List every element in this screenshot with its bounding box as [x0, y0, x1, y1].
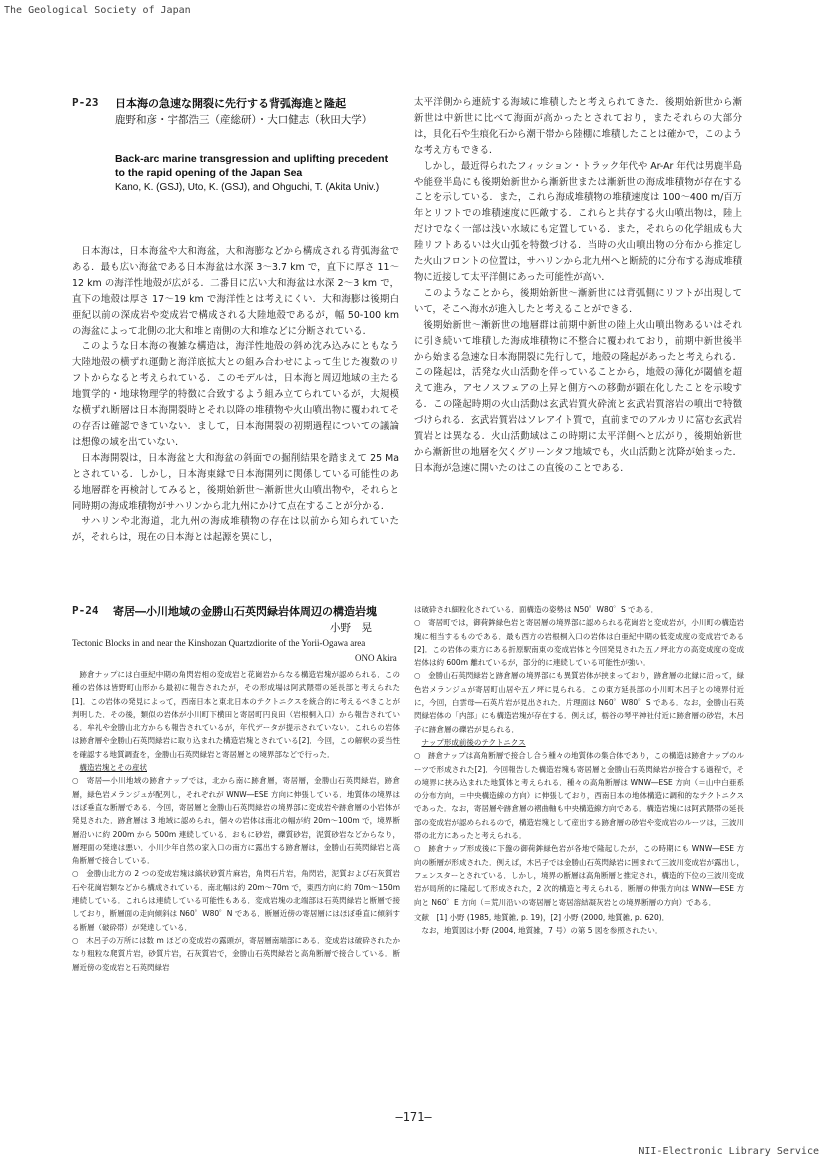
section-heading: ナップ形成前後のテクトニクス [421, 737, 526, 747]
paragraph: このような日本海の複雑な構造は，海洋性地殻の斜め沈み込みにともなう大陸地殻の横ずれ運動と海洋底拡大との組み合わせによって生じた複数のリフトからなると考えられている．このモデルは，日本海と周辺地域の主たる地質学的・地球物理学的特徴に合致するよう組み立てられているが，大規模な横ずれ断層は日本海開裂時とそれ以降の堆積物や火山噴出物に覆われてその存否は確認できていない．まして，日本海開裂の初期過程についての議論は想像の域を出ていない． [72, 341, 399, 448]
bullet-paragraph: ○ 木呂子の万所には数 m ほどの変成岩の露頭が，寄居層南端部にある．変成岩は破砕されたかなり粗粒な爬質片岩，砂質片岩，石灰質岩で，金勝山石英閃緑岩と高角断層で接合している．断層近傍の変成岩と石英閃緑岩 [72, 935, 400, 972]
references: 文献 [1] 小野 (1985, 地質雑, p. 19)，[2] 小野 (2000, 地質雑, p. 620)． [414, 912, 670, 922]
paper2-id: P-24 [72, 604, 99, 617]
bullet-paragraph: ○ 寄居―小川地域の跡倉ナップでは，北から南に跡倉層，寄居層，金勝山石英閃緑岩，跡倉層，緑色岩メランジュが配列し，それぞれが WNW―ESE 方向に伸張している．地質体の境界はほぼ垂直な断層である．今回，寄居層と金勝山石英閃緑岩の境界部に変成岩や跡倉層の小岩体が発見された．跡倉層は 3 地域に認められ，個々の岩体は南北の幅が約 20m〜100m で，境界断層沿いに約 200m から 500m 連続している．おもに砂岩，礫質砂岩，泥質砂岩などからなり，層理面の発達は悪い．小川少年自然の家入口の南方に露出する跡倉層は，金勝山石英閃緑岩と高角断層で接合している． [72, 776, 401, 866]
bullet-paragraph: ○ 寄居町では，御荷鉾緑色岩と寄居層の境界部に認められる花崗岩と変成岩が，小川町の構造岩塊に相当するものである．最も西方の岩根桐入口の岩体は白亜紀中期の低変成度の変成岩である[2]．この岩体の東方にある折原駅南東の変成岩体と今回発見された五ノ坪北方の高変成度の変成岩体は約 600m 離れているが，部分的に連続している可能性が強い． [414, 618, 744, 668]
paper1-authors-en: Kano, K. (GSJ), Uto, K. (GSJ), and Ohguchi, T. (Akita Univ.) [115, 182, 380, 193]
paragraph: サハリンや北海道，北九州の海成堆積物の存在は以前から知られていたが，それらは，現在の日本海とは起源を異にし， [72, 516, 399, 544]
paragraph: 日本海開裂は，日本海盆と大和海盆の斜面での掘削結果を踏まえて 25 Ma とされている．しかし，日本海東縁で日本海開列に関係している可能性のある地層群を再検討してみると，後期始新世〜漸新世火山噴出物や，それらと同時期の海成堆積物がサハリンから北九州にかけて点在することが分かる． [72, 452, 399, 512]
paragraph: 太平洋側から連続する海域に堆積したと考えられてきた．後期始新世から漸新世は中新世に比べて海面が高かったとされており，またそれらの大部分は，貝化石や生痕化石から潮干帯から陸棚に堆積したことは確かで，このような考え方もできる． [414, 97, 742, 156]
bullet-paragraph: ○ 金勝山石英閃緑岩と跡倉層の境界部にも異質岩体が挟まっており，跡倉層の北縁に沿って，緑色岩メランジュが寄居町山居や五ノ坪に見られる．この東方延長部の小川町木呂子との境界付近に，今回，白雲母―石英片岩が見出された．片理面は N60゜W80゜S である．なお，金勝山石英閃緑岩体の「内部」にも構造岩塊が存在する．例えば，栃谷の琴平神社付近に跡倉層の砂岩，木呂子に跡倉層の礫岩が見られる． [414, 671, 744, 734]
paper2-authors-en: ONO Akira [355, 653, 397, 663]
paragraph: 後期始新世〜漸新世の地層群は前期中新世の陸上火山噴出物あるいはそれに引き続いて堆積した海成堆積物に不整合に覆われており，前期中新世後半から始まる急速な日本海開裂に先行して，地殻の隆起があったと考えられる．この隆起は，活発な火山活動を伴っていることから，地殻の薄化が閾値を超えて進み，アセノスフェアの上昇と側方への移動が顕在化したことを示唆する．この隆起時期の火山活動は玄武岩質火砕流と玄武岩質溶岩の噴出で特徴づけられる．玄武岩質岩はソレアイト質で，直前までのアルカリに富む玄武岩質岩とは異なる．火山活動域はこの時期に太平洋側へと広がり，後期始新世から漸新世の地層を欠くグリーンタフ地域でも，火山活動と沈降が始まった．日本海が急速に開いたのはこの直後のことである． [414, 319, 742, 474]
bullet-icon: ○ [414, 751, 429, 761]
paragraph: このようなことから，後期始新世〜漸新世には背弧側にリフトが出現していて，そこへ海水が進入したと考えることができる． [414, 287, 742, 315]
page-number: —171— [395, 1110, 432, 1124]
references-note: なお，地質図は小野 (2004, 地質雑，7 号）の第 5 図を参照されたい． [421, 926, 663, 936]
paragraph: 跡倉ナップには白亜紀中期の角閃岩相の変成岩と花崗岩からなる構造岩塊が認められる．この種の岩体は皆野町山形から最初に報告されたが，その形成場は阿武隈帯の延長部と考えられた[1]．この岩体の発見によって，西南日本と東北日本のテクトニクスを統合的に考えるべきことが判明した．その後，類似の岩体が小川町下横田と寄居町円良田（岩根桐入口）から報告されている．牟礼や金勝山北方からも報告されているが，年代データが提示されていない．これらの岩体は跡倉層や金勝山石英閃緑岩に取り込まれた構造岩塊とされている[2]．今回，この解釈の妥当性を確認する地質調査を，金勝山石英閃緑岩と寄居層との境界部などで行った． [72, 670, 400, 759]
paper1-authors-ja: 鹿野和彦・宇都浩三（産総研）・大口健志（秋田大学） [115, 114, 373, 126]
paper2-authors-ja: 小野 晃 [330, 622, 372, 634]
paper2-right-column [414, 603, 744, 937]
bullet-paragraph: ○ 金勝山北方の 2 つの変成岩塊は縞状砂質片麻岩，角閃石片岩，角閃岩，泥質および石灰質岩石や花崗岩類などから構成されている．南北幅は約 20m〜70m で，東西方向に約 70m〜150m連続している．これらは連続している可能性もある．変成岩塊の北端部は石英閃緑岩と断層で接しており，断層面の走向傾斜は N60゜W80゜N である．断層近傍の寄居層にはほぼ垂直に傾斜する断層（破砕帯）が発達している． [72, 869, 400, 932]
paper2-left-column [72, 668, 400, 974]
bullet-icon: ○ [72, 776, 87, 786]
bullet-paragraph: ○ 跡倉ナップは高角断層で接合し合う種々の地質体の集合体であり，この構造は跡倉ナップのルーツで形成された[2]．今回報告した構造岩塊も寄居層と金勝山石英閃緑岩が接合する過程で，その境界に挟み込まれた地質体と考えられる．種々の高角断層は WNW―ESE 方向（＝山中白亜系の分布方向，＝中央構造線の方向）に伸張しており，西南日本の地体構造に調和的なテクトニクスであった．なお，寄居層や跡倉層の褶曲軸も中央構造線方向である．構造岩塊には阿武隈帯の延長部の変成岩が認められるので，構造岩塊として産出する跡倉層の砂岩や変成岩のルーツは，三波川帯の北方にあったと考えられる． [414, 751, 744, 841]
paper1-left-column [72, 244, 399, 546]
paragraph: しかし，最近得られたフィッション・トラック年代や Ar-Ar 年代は男鹿半島や能登半島にも後期始新世から漸新世または漸新世の海成堆積物が存在することを示している．また，これら海成堆積物の堆積速度は 100〜400 m/百万年とリフトでの堆積速度に匹敵する．これらと共存する火山噴出物は，陸上だけでなく一部は浅い水域にも定置している．また，それらの化学組成も大陸リフトあるいは火山弧を特徴づける．当時の火山噴出物の分布から推定した火山フロントの位置は，サハリンから北九州へと断続的に分布する海成堆積物に近接して太平洋側にあった可能性が高い． [414, 160, 742, 283]
paper2-title-en: Tectonic Blocks in and near the Kinshozan Quartzdiorite of the Yorii-Ogawa area [72, 638, 366, 648]
bullet-icon: ○ [72, 935, 87, 945]
paragraph: 日本海は，日本海盆や大和海盆，大和海膨などから構成される背弧海盆である．最も広い海盆である日本海盆は水深 3〜3.7 km で，直下に厚さ 11〜12 km の海洋性地殻が広がる．二番目に広い大和海盆は水深 2〜3 km で，直下の地殻は厚さ 17〜19 km で海洋性とは考えにくい．大和海膨は後期白亜紀以前の深成岩や変成岩で構成される大陸地殻であるが，幅 50-100 km の海盆によって北側の北大和堆と南側の大和堆などに分断されている． [72, 246, 399, 337]
bullet-paragraph: ○ 跡倉ナップ形成後に下盤の御荷鉾緑色岩が各地で隆起したが，この時期にも WNW―ESE 方向の断層が形成された．例えば，木呂子では金勝山石英閃緑岩に囲まれて三波川変成岩が露出し，フェンスターとされている．しかし，境界の断層は高角断層と推定され，構造的下位の三波川変成岩が局所的に隆起して形成された，2 次的構造と考えられる．断層の伸張方向は WNW―ESE 方向と N60゜E 方向（＝荒川沿いの寄居層と寄居溶結凝灰岩との境界断層の方向）である． [414, 844, 745, 907]
paper2-title-ja: 寄居―小川地域の金勝山石英閃緑岩体周辺の構造岩塊 [113, 605, 377, 618]
section-heading: 構造岩塊とその産状 [79, 763, 147, 773]
bullet-icon: ○ [414, 671, 429, 681]
paragraph: は破砕され細粒化されている．面構造の姿勢は N50゜W80゜S である． [414, 605, 659, 614]
bullet-icon: ○ [414, 618, 429, 628]
paper1-right-column [414, 95, 742, 477]
paper1-title-en: Back-arc marine transgression and uplifting precedent to the rapid opening of the Japan Sea [115, 153, 389, 179]
paper1-id: P-23 [72, 96, 99, 109]
society-header: The Geological Society of Japan [4, 5, 191, 16]
bullet-icon: ○ [414, 844, 429, 854]
library-footer: NII-Electronic Library Service [638, 1146, 819, 1157]
paper1-title-ja: 日本海の急速な開裂に先行する背弧海進と隆起 [115, 97, 346, 110]
bullet-icon: ○ [72, 869, 87, 879]
